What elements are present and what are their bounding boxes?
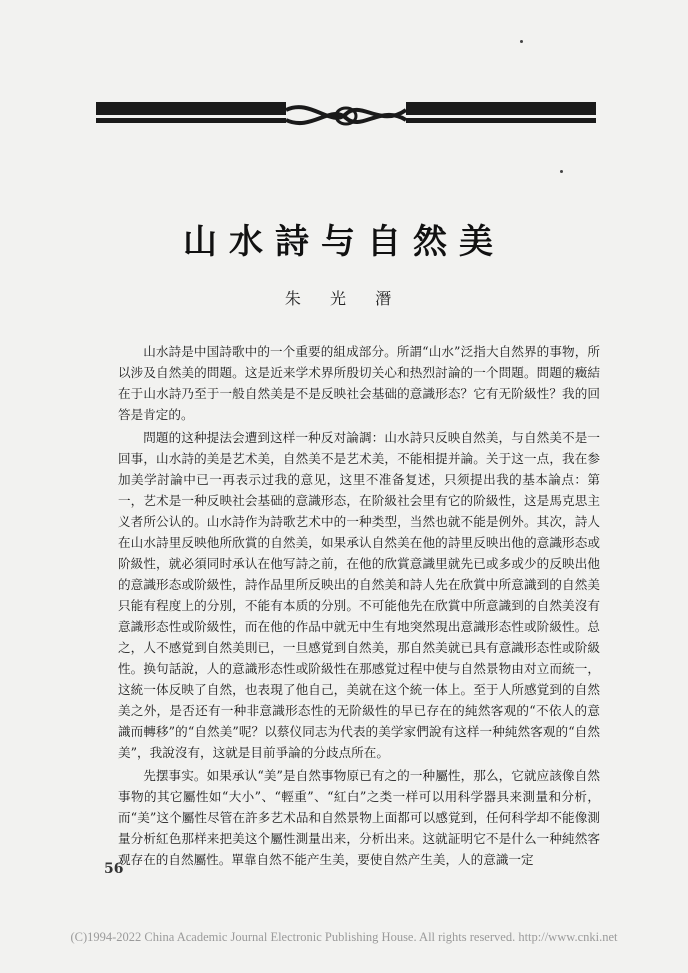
scan-speck (520, 40, 523, 43)
copyright-footer: (C)1994-2022 China Academic Journal Electronic Publishing House. All rights reserved. http://www.cnki.net (70, 930, 618, 944)
author-name: 朱 光 潛 (284, 289, 404, 308)
scan-speck (560, 170, 563, 173)
paragraph: 問題的这种提法会遭到这样一种反对論調：山水詩只反映自然美，与自然美不是一回事，山水詩的美是艺术美，自然美不是艺术美，不能相提并論。关于这一点，我在参加美学討論中已一再表示过我的意见，这里不准备复述，只须提出我的基本論点：第一，艺术是一种反映社会基础的意識形态，在阶級社会里有它的阶級性，这是馬克思主义者所公认的。山水詩作为詩歌艺术中的一种类型，当然也就不能是例外。其次，詩人在山水詩里反映他所欣賞的自然美，如果承认自然美在他的詩里反映出他的意識形态或阶級性，就必須同时承认在他写詩之前，在他的欣賞意識里就先已或多或少的反映出他的意識形态或阶級性，詩作品里所反映出的自然美和詩人先在欣賞中所意識到的自然美只能有程度上的分別，不能有本质的分別。不可能他先在欣賞中所意識到的自然美沒有意識形态性或阶級性，而在他的作品中就无中生有地突然現出意識形态性或阶級性。总之，人不感覚到自然美則已，一旦感覚到自然美，那自然美就已具有意識形态性或阶級性。换句話說，人的意識形态性或阶級性在那感覚过程中使与自然景物由对立而統一，这統一体反映了自然，也表現了他自己，美就在这个統一体上。至于人所感覚到的自然美之外，是否还有一种非意識形态性的无阶級性的早已存在的純然客观的“不依人的意識而轉移”的“自然美”呢？以蔡仪同志为代表的美学家們說有这样一种純然客观的“自然美”，我說沒有，这就是目前爭論的分歧点所在。 (118, 430, 600, 760)
page-number: 56 (104, 861, 124, 877)
decorative-knot-divider (96, 100, 596, 140)
paragraph: 先摆事实。如果承认“美”是自然事物原已有之的一种屬性，那么，它就应該像自然事物的其它屬性如“大小”、“輕重”、“紅白”之类一样可以用科学器具来測量和分析，而“美”这个屬性尽管在許多艺术品和自然景物上面都可以感覚到，任何科学却不能像測量分析紅色那样来把美这个屬性測量出来，分析出来。这就証明它不是什么一种純然客观存在的自然屬性。單靠自然不能产生美，要使自然产生美，人的意識一定 (118, 768, 600, 867)
article-title: 山水詩与自然美 (183, 222, 505, 262)
paragraph: 山水詩是中国詩歌中的一个重要的組成部分。所謂“山水”泛指大自然界的事物，所以涉及自然美的問題。这是近来学术界所殷切关心和热烈討論的一个問題。問題的癥結在于山水詩乃至于一般自然美是不是反映社会基础的意識形态？它有无阶級性？我的回答是肯定的。 (118, 344, 600, 422)
article-body (118, 341, 600, 872)
